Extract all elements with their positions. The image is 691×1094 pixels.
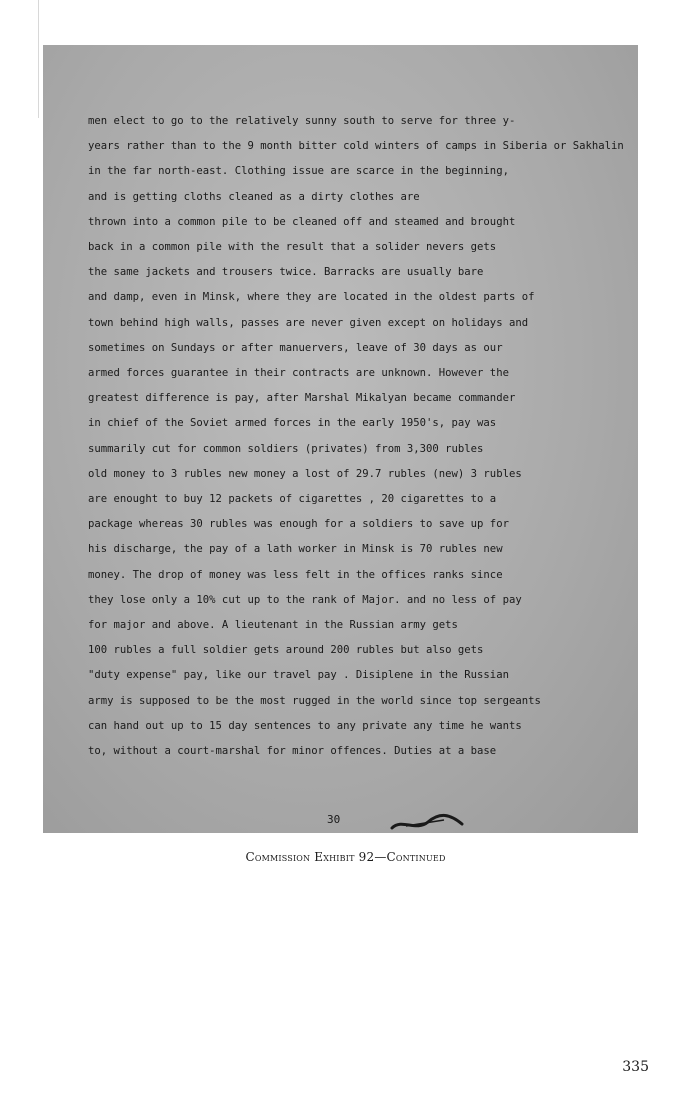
typed-line: in chief of the Soviet armed forces in the early 1950's, pay was — [88, 417, 497, 430]
typed-line: and damp, even in Minsk, where they are located in the oldest parts of — [88, 291, 535, 304]
typed-line: armed forces guarantee in their contracts are unknown. However the — [88, 367, 509, 380]
typed-line: are enought to buy 12 packets of cigarettes , 20 cigarettes to a — [88, 493, 497, 506]
typed-line: they lose only a 10% cut up to the rank of Major. and no less of pay — [88, 593, 522, 606]
typed-line: years rather than to the 9 month bitter cold winters of camps in Siberia or Sakhalin — [88, 140, 624, 153]
typed-line: and is getting cloths cleaned as a dirty clothes are — [88, 190, 420, 203]
typed-line: town behind high walls, passes are never given except on holidays and — [88, 316, 529, 329]
typed-line: back in a common pile with the result that a solider nevers gets — [88, 241, 497, 254]
typed-line: in the far north-east. Clothing issue are scarce in the beginning, — [88, 165, 509, 178]
typed-line: old money to 3 rubles new money a lost of 29.7 rubles (new) 3 rubles — [88, 467, 522, 480]
typed-line: his discharge, the pay of a lath worker in Minsk is 70 rubles new — [88, 543, 503, 556]
typed-line: sometimes on Sundays or after manuervers, leave of 30 days as our — [88, 341, 503, 354]
scanned-typescript-page — [43, 45, 638, 833]
typed-line: "duty expense" pay, like our travel pay . Disiplene in the Russian — [88, 669, 509, 682]
typed-line: the same jackets and trousers twice. Barracks are usually bare — [88, 266, 484, 279]
typed-line: to, without a court-marshal for minor offences. Duties at a base — [88, 745, 497, 758]
typed-line: thrown into a common pile to be cleaned off and steamed and brought — [88, 215, 516, 228]
typed-line: army is supposed to be the most rugged in the world since top sergeants — [88, 694, 541, 707]
scan-page-number: 30 — [327, 813, 341, 826]
typed-line: greatest difference is pay, after Marshal Mikalyan became commander — [88, 392, 516, 405]
typescript-text — [88, 109, 628, 764]
handwritten-scrawl-mark — [388, 810, 468, 833]
typed-line: for major and above. A lieutenant in the Russian army gets — [88, 619, 458, 632]
typed-line: package whereas 30 rubles was enough for a soldiers to save up for — [88, 518, 509, 531]
typed-line: 100 rubles a full soldier gets around 200 rubles but also gets — [88, 644, 484, 657]
page-edge-line — [38, 0, 39, 118]
typed-line: summarily cut for common soldiers (privates) from 3,300 rubles — [88, 442, 484, 455]
typed-line: money. The drop of money was less felt in the offices ranks since — [88, 568, 503, 581]
typed-line: can hand out up to 15 day sentences to any private any time he wants — [88, 719, 522, 732]
typed-line: men elect to go to the relatively sunny south to serve for three y- — [88, 115, 516, 127]
exhibit-caption: Commission Exhibit 92—Continued — [245, 850, 446, 864]
page-number: 335 — [622, 1059, 649, 1075]
